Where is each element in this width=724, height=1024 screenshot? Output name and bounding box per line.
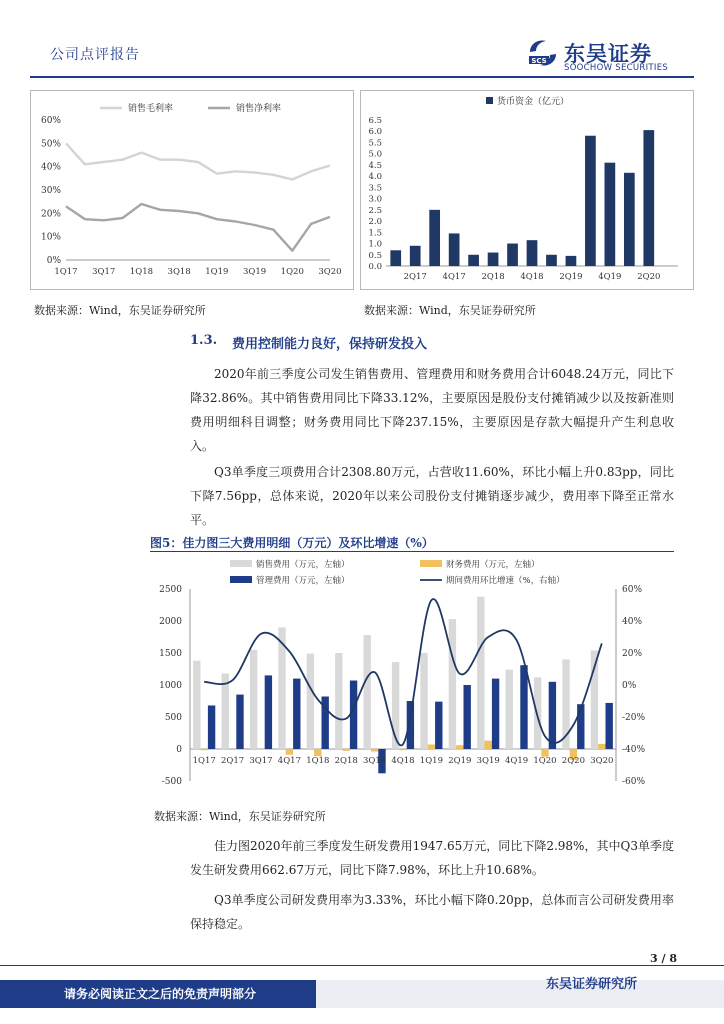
cash-bar — [585, 136, 596, 266]
cash-bar — [527, 240, 538, 266]
cash-bar — [390, 250, 401, 266]
finance-expense-bar — [598, 744, 605, 749]
y-tick-label: 60% — [40, 116, 61, 126]
y-tick-label: 2.5 — [368, 205, 382, 216]
x-tick-label: 1Q20 — [533, 756, 557, 766]
admin-expense-bar — [265, 675, 272, 749]
admin-expense-bar — [605, 703, 612, 749]
cash-bar — [488, 253, 499, 266]
y-tick-label: 10% — [40, 232, 61, 243]
legend-label: 财务费用（万元，左轴） — [446, 560, 540, 570]
page-number: 3 / 8 — [650, 952, 677, 965]
admin-expense-bar — [435, 702, 442, 749]
paragraph-rd-rate: Q3单季度公司研发费用率为3.33%，环比小幅下降0.20pp，总体而言公司研发费用率保持稳定。 — [190, 893, 674, 931]
report-type: 公司点评报告 — [50, 47, 140, 63]
expense-combo-chart — [150, 553, 674, 797]
y-tick-label: 3.5 — [368, 183, 382, 194]
finance-expense-bar — [428, 745, 435, 749]
logo-name-cn: 东吴证券 — [564, 42, 652, 66]
x-tick-label: 4Q18 — [520, 272, 544, 282]
finance-expense-bar — [257, 749, 264, 750]
paragraph-q3-expenses: Q3单季度三项费用合计2308.80万元，占营收11.60%，环比小幅上升0.83pp，同比下降7.56pp，总体来说，2020年以来公司股份支付摊销逐步减少，费用率下降至正常水平。 — [190, 465, 674, 527]
logo-name-en: SOOCHOW SECURITIES — [564, 63, 669, 73]
x-tick-label: 2Q18 — [481, 272, 505, 282]
series-line — [66, 143, 330, 179]
admin-expense-bar — [407, 701, 414, 749]
y-tick-label: 6.0 — [368, 127, 382, 138]
source-note-1: 数据来源：Wind，东吴证券研究所 — [34, 304, 206, 317]
sales-expense-bar — [193, 661, 200, 749]
finance-expense-bar — [456, 745, 463, 749]
legend-label: 管理费用（万元，左轴） — [256, 576, 350, 586]
paragraph-expenses: 2020年前三季度公司发生销售费用、管理费用和财务费用合计6048.24万元，同比下降32.86%。其中销售费用同比下降33.12%，主要原因是股份支付摊销减少以及按新准则费用明细科目调整；财务费用同比下降237.15%，主要原因是存款大幅提升产生利息收入。 — [190, 367, 674, 453]
cash-bar — [429, 210, 440, 266]
left-tick-label: 1000 — [159, 681, 182, 691]
admin-expense-bar — [463, 685, 470, 749]
cash-bar — [507, 244, 518, 266]
y-tick-label: 0.0 — [368, 262, 382, 272]
finance-expense-bar — [229, 749, 236, 750]
finance-expense-bar — [485, 741, 492, 749]
x-tick-label: 1Q19 — [205, 267, 229, 277]
admin-expense-bar — [236, 695, 243, 749]
finance-expense-bar — [286, 749, 293, 755]
admin-expense-bar — [549, 682, 556, 749]
x-tick-label: 2Q17 — [403, 272, 427, 282]
finance-expense-bar — [513, 749, 520, 750]
y-tick-label: 0% — [46, 256, 61, 266]
y-tick-label: 5.5 — [368, 138, 382, 149]
x-tick-label: 3Q17 — [249, 756, 273, 766]
legend-swatch — [230, 576, 252, 583]
right-tick-label: -40% — [622, 745, 646, 755]
finance-expense-bar — [399, 749, 406, 750]
legend-label: 货币资金（亿元） — [497, 97, 570, 107]
x-tick-label: 2Q17 — [220, 756, 245, 766]
footer-divider — [0, 965, 724, 966]
x-tick-label: 3Q20 — [590, 756, 614, 766]
series-line — [66, 204, 330, 251]
finance-expense-bar — [314, 749, 321, 756]
sales-expense-bar — [420, 653, 427, 749]
footer-brand: 东吴证券研究所 — [546, 977, 638, 992]
cash-bar — [410, 246, 421, 266]
x-tick-label: 1Q17 — [192, 756, 216, 766]
x-tick-label: 4Q17 — [442, 272, 466, 282]
sales-expense-bar — [335, 653, 342, 749]
x-tick-label: 2Q20 — [561, 756, 586, 766]
y-tick-label: 20% — [40, 209, 61, 220]
cash-bar-chart — [360, 90, 694, 290]
legend-label: 销售净利率 — [236, 104, 282, 114]
admin-expense-bar — [208, 705, 215, 749]
y-tick-label: 1.5 — [368, 228, 382, 239]
qoq-growth-line — [204, 599, 602, 745]
x-tick-label: 3Q18 — [167, 267, 191, 277]
y-tick-label: 1.0 — [368, 239, 382, 250]
x-tick-label: 1Q19 — [419, 756, 444, 766]
finance-expense-bar — [371, 749, 378, 752]
margin-line-chart — [30, 90, 354, 290]
cash-bar — [624, 173, 635, 266]
x-tick-label: 3Q20 — [318, 267, 342, 277]
cash-bar — [546, 255, 557, 266]
header-divider — [30, 76, 694, 78]
x-tick-label: 4Q18 — [391, 756, 415, 766]
sales-expense-bar — [250, 650, 257, 749]
source-note-2: 数据来源：Wind，东吴证券研究所 — [364, 304, 536, 317]
cash-bar — [643, 130, 654, 266]
legend-swatch — [230, 560, 252, 567]
right-tick-label: -60% — [622, 777, 646, 787]
y-tick-label: 3.0 — [368, 194, 382, 205]
x-tick-label: 4Q19 — [504, 756, 529, 766]
y-tick-label: 4.5 — [368, 160, 382, 171]
section-number: 1.3. — [190, 333, 218, 348]
left-tick-label: 2000 — [159, 617, 182, 627]
y-tick-label: 0.5 — [368, 250, 382, 261]
finance-expense-bar — [201, 749, 208, 750]
paragraph-rd-expense: 佳力图2020年前三季度发生研发费用1947.65万元，同比下降2.98%，其中Q3单季度发生研发费用662.67万元，同比下降7.98%，环比上升10.68%。 — [190, 839, 674, 877]
x-tick-label: 2Q19 — [448, 756, 472, 766]
x-tick-label: 1Q18 — [306, 756, 330, 766]
x-tick-label: 1Q17 — [54, 267, 78, 277]
left-tick-label: -500 — [161, 777, 182, 787]
company-logo-icon — [526, 38, 560, 68]
right-tick-label: -20% — [622, 713, 646, 723]
x-tick-label: 2Q18 — [334, 756, 358, 766]
admin-expense-bar — [293, 679, 300, 749]
sales-expense-bar — [477, 597, 484, 749]
left-tick-label: 500 — [164, 713, 182, 723]
cash-bar — [468, 255, 479, 266]
figure5-divider — [150, 551, 674, 552]
finance-expense-bar — [343, 749, 350, 751]
x-tick-label: 1Q18 — [129, 267, 154, 277]
right-tick-label: 40% — [622, 617, 643, 627]
logo-mark-text: SCS — [531, 57, 547, 65]
footer-band-light — [316, 980, 724, 1008]
legend-label: 销售毛利率 — [128, 104, 174, 114]
y-tick-label: 50% — [40, 139, 61, 150]
source-note-3: 数据来源：Wind，东吴证券研究所 — [154, 810, 326, 823]
y-tick-label: 2.0 — [368, 217, 382, 228]
sales-expense-bar — [307, 654, 314, 749]
section-title: 费用控制能力良好，保持研发投入 — [232, 337, 428, 352]
left-tick-label: 2500 — [159, 585, 182, 595]
sales-expense-bar — [449, 619, 456, 749]
x-tick-label: 4Q17 — [277, 756, 302, 766]
x-tick-label: 2Q20 — [637, 272, 661, 282]
y-tick-label: 5.0 — [368, 149, 382, 160]
legend-label: 销售费用（万元，左轴） — [256, 560, 350, 570]
x-tick-label: 3Q19 — [476, 756, 500, 766]
y-tick-label: 40% — [40, 162, 61, 173]
legend-label: 期间费用环比增速（%，右轴） — [446, 576, 565, 586]
cash-bar — [449, 233, 460, 266]
cash-bar — [605, 163, 616, 266]
x-tick-label: 3Q17 — [92, 267, 116, 277]
admin-expense-bar — [577, 704, 584, 749]
x-tick-label: 1Q20 — [280, 267, 304, 277]
right-tick-label: 20% — [622, 649, 643, 659]
right-tick-label: 0% — [622, 681, 637, 691]
x-tick-label: 3Q19 — [242, 267, 267, 277]
left-tick-label: 0 — [176, 745, 182, 755]
left-tick-label: 1500 — [159, 649, 182, 659]
figure5-title: 图5：佳力图三大费用明细（万元）及环比增速（%） — [150, 536, 434, 550]
sales-expense-bar — [364, 635, 371, 749]
x-tick-label: 2Q19 — [559, 272, 583, 282]
y-tick-label: 6.5 — [368, 116, 382, 126]
admin-expense-bar — [520, 665, 527, 749]
y-tick-label: 4.0 — [368, 172, 382, 183]
legend-swatch — [486, 97, 493, 104]
right-tick-label: 60% — [622, 585, 643, 595]
cash-bar — [566, 256, 577, 266]
sales-expense-bar — [506, 670, 513, 749]
admin-expense-bar — [492, 679, 499, 749]
legend-swatch — [420, 560, 442, 567]
y-tick-label: 30% — [40, 186, 61, 196]
footer-disclaimer: 请务必阅读正文之后的免责声明部分 — [64, 987, 257, 1001]
x-tick-label: 3Q18 — [362, 756, 387, 766]
x-tick-label: 4Q19 — [598, 272, 622, 282]
